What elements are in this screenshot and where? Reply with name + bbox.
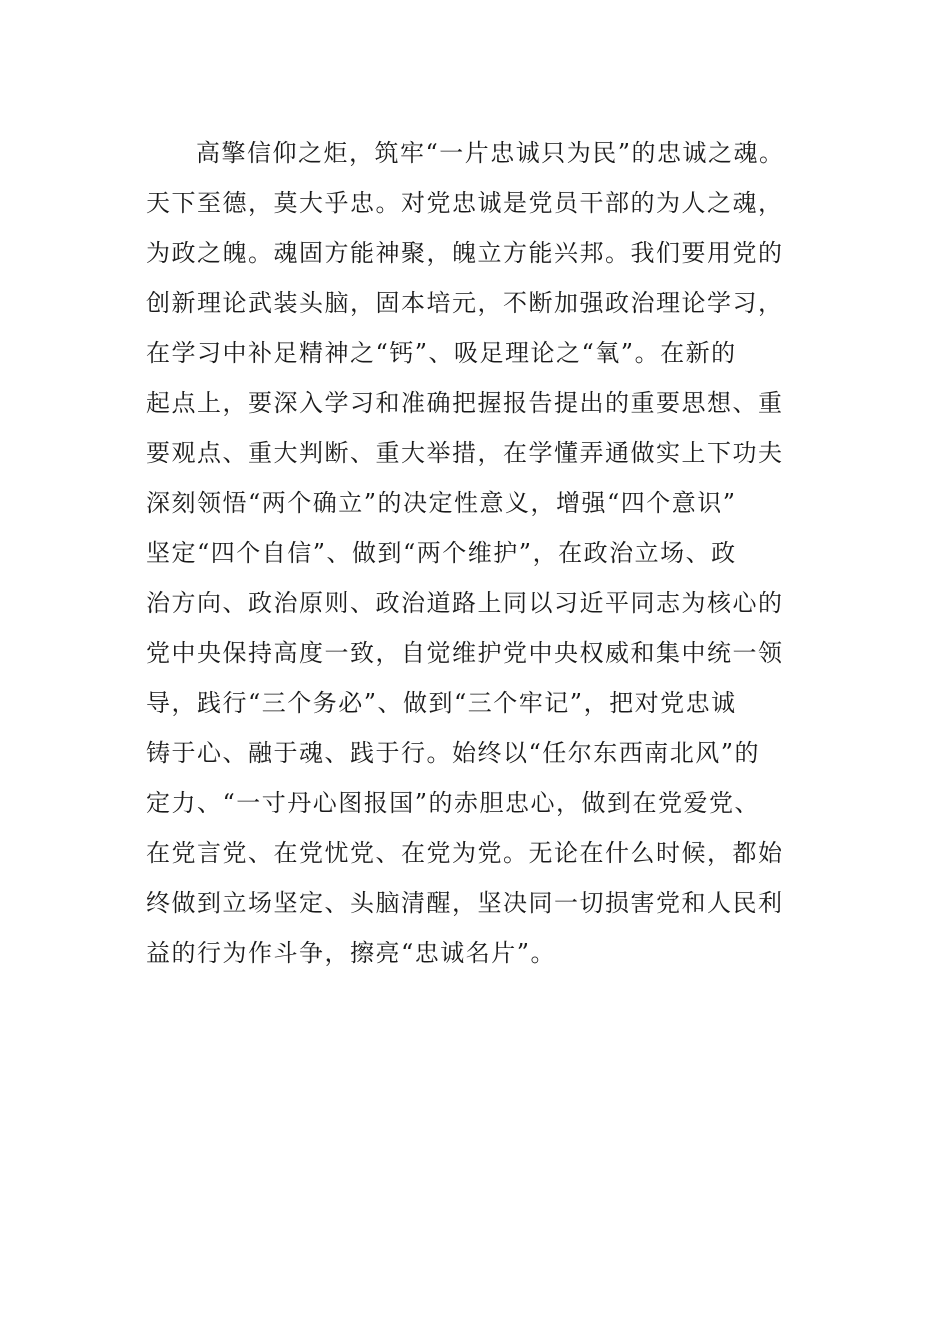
paragraph-line: 定力、“一寸丹心图报国”的赤胆忠心，做到在党爱党、 [146,789,761,817]
paragraph-line: 天下至德，莫大乎忠。对党忠诚是党员干部的为人之魂， [146,189,784,217]
paragraph-line: 坚定“四个自信”、做到“两个维护”，在政治立场、政 [146,539,737,567]
paragraph-line: 铸于心、融于魂、践于行。始终以“任尔东西南北风”的 [146,739,761,767]
paragraph-line: 深刻领悟“两个确立”的决定性意义，增强“四个意识” [146,489,737,517]
paragraph-line: 要观点、重大判断、重大举措，在学懂弄通做实上下功夫 [146,439,784,467]
paragraph-line: 在学习中补足精神之“钙”、吸足理论之“氧”。在新的 [146,339,737,367]
paragraph-line: 益的行为作斗争，擦亮“忠诚名片”。 [146,939,557,967]
paragraph-line: 在党言党、在党忧党、在党为党。无论在什么时候，都始 [146,839,784,867]
body-paragraph [146,128,846,978]
paragraph-line: 导，践行“三个务必”、做到“三个牢记”，把对党忠诚 [146,689,737,717]
paragraph-line: 终做到立场坚定、头脑清醒，坚决同一切损害党和人民利 [146,889,784,917]
paragraph-line: 创新理论武装头脑，固本培元，不断加强政治理论学习， [146,289,784,317]
paragraph-line: 党中央保持高度一致，自觉维护党中央权威和集中统一领 [146,639,784,667]
paragraph-line: 治方向、政治原则、政治道路上同以习近平同志为核心的 [146,589,784,617]
paragraph-line: 高擎信仰之炬，筑牢“一片忠诚只为民”的忠诚之魂。 [196,139,785,167]
paragraph-line: 起点上，要深入学习和准确把握报告提出的重要思想、重 [146,389,784,417]
paragraph-line: 为政之魄。魂固方能神聚，魄立方能兴邦。我们要用党的 [146,239,784,267]
